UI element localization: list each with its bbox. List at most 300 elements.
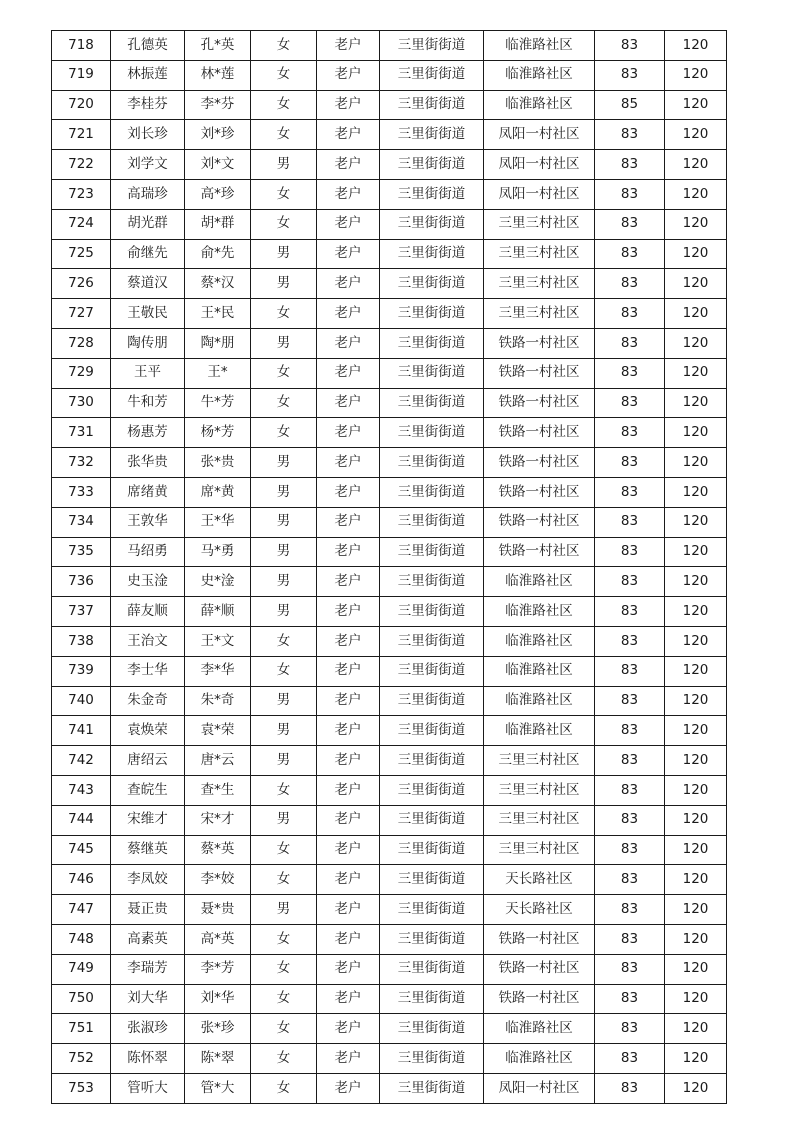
gender-cell: 女 [251, 179, 317, 209]
full-name-cell: 俞继先 [111, 239, 185, 269]
amount-cell: 120 [665, 120, 727, 150]
street-office-cell: 三里街街道 [380, 507, 484, 537]
street-office-cell: 三里街街道 [380, 1073, 484, 1103]
gender-cell: 女 [251, 775, 317, 805]
serial-number-cell: 739 [52, 656, 111, 686]
serial-number-cell: 730 [52, 388, 111, 418]
masked-name-cell: 张*珍 [185, 1014, 251, 1044]
masked-name-cell: 史*淦 [185, 567, 251, 597]
masked-name-cell: 杨*芳 [185, 418, 251, 448]
serial-number-cell: 733 [52, 477, 111, 507]
amount-cell: 120 [665, 775, 727, 805]
age-cell: 83 [595, 805, 665, 835]
household-type-cell: 老户 [317, 60, 380, 90]
street-office-cell: 三里街街道 [380, 597, 484, 627]
community-cell: 三里三村社区 [484, 746, 595, 776]
street-office-cell: 三里街街道 [380, 865, 484, 895]
serial-number-cell: 729 [52, 358, 111, 388]
community-cell: 铁路一村社区 [484, 954, 595, 984]
amount-cell: 120 [665, 448, 727, 478]
amount-cell: 120 [665, 299, 727, 329]
community-cell: 铁路一村社区 [484, 448, 595, 478]
amount-cell: 120 [665, 597, 727, 627]
community-cell: 临淮路社区 [484, 31, 595, 61]
full-name-cell: 李凤姣 [111, 865, 185, 895]
age-cell: 83 [595, 1014, 665, 1044]
masked-name-cell: 王*华 [185, 507, 251, 537]
table-row [52, 150, 727, 180]
masked-name-cell: 唐*云 [185, 746, 251, 776]
table-row [52, 746, 727, 776]
household-type-cell: 老户 [317, 209, 380, 239]
street-office-cell: 三里街街道 [380, 477, 484, 507]
amount-cell: 120 [665, 656, 727, 686]
full-name-cell: 高素英 [111, 924, 185, 954]
table-row [52, 1073, 727, 1103]
full-name-cell: 林振莲 [111, 60, 185, 90]
table-row [52, 895, 727, 925]
gender-cell: 女 [251, 835, 317, 865]
community-cell: 三里三村社区 [484, 805, 595, 835]
masked-name-cell: 陶*朋 [185, 328, 251, 358]
age-cell: 85 [595, 90, 665, 120]
serial-number-cell: 740 [52, 686, 111, 716]
household-type-cell: 老户 [317, 1014, 380, 1044]
full-name-cell: 李瑞芳 [111, 954, 185, 984]
full-name-cell: 孔德英 [111, 31, 185, 61]
age-cell: 83 [595, 150, 665, 180]
gender-cell: 男 [251, 805, 317, 835]
serial-number-cell: 727 [52, 299, 111, 329]
amount-cell: 120 [665, 746, 727, 776]
age-cell: 83 [595, 597, 665, 627]
table-body [52, 31, 727, 1104]
gender-cell: 女 [251, 209, 317, 239]
masked-name-cell: 朱*奇 [185, 686, 251, 716]
gender-cell: 男 [251, 150, 317, 180]
street-office-cell: 三里街街道 [380, 626, 484, 656]
table-row [52, 1014, 727, 1044]
full-name-cell: 唐绍云 [111, 746, 185, 776]
age-cell: 83 [595, 477, 665, 507]
full-name-cell: 席绪黄 [111, 477, 185, 507]
table-row [52, 567, 727, 597]
serial-number-cell: 746 [52, 865, 111, 895]
age-cell: 83 [595, 1073, 665, 1103]
gender-cell: 男 [251, 448, 317, 478]
serial-number-cell: 720 [52, 90, 111, 120]
street-office-cell: 三里街街道 [380, 239, 484, 269]
full-name-cell: 聂正贵 [111, 895, 185, 925]
street-office-cell: 三里街街道 [380, 328, 484, 358]
amount-cell: 120 [665, 239, 727, 269]
serial-number-cell: 728 [52, 328, 111, 358]
amount-cell: 120 [665, 209, 727, 239]
gender-cell: 女 [251, 358, 317, 388]
amount-cell: 120 [665, 150, 727, 180]
age-cell: 83 [595, 31, 665, 61]
full-name-cell: 史玉淦 [111, 567, 185, 597]
full-name-cell: 张淑珍 [111, 1014, 185, 1044]
full-name-cell: 张华贵 [111, 448, 185, 478]
full-name-cell: 刘大华 [111, 984, 185, 1014]
household-type-cell: 老户 [317, 805, 380, 835]
household-type-cell: 老户 [317, 924, 380, 954]
full-name-cell: 牛和芳 [111, 388, 185, 418]
serial-number-cell: 726 [52, 269, 111, 299]
serial-number-cell: 723 [52, 179, 111, 209]
gender-cell: 女 [251, 388, 317, 418]
age-cell: 83 [595, 1044, 665, 1074]
serial-number-cell: 743 [52, 775, 111, 805]
table-row [52, 716, 727, 746]
serial-number-cell: 725 [52, 239, 111, 269]
household-type-cell: 老户 [317, 656, 380, 686]
household-type-cell: 老户 [317, 448, 380, 478]
street-office-cell: 三里街街道 [380, 150, 484, 180]
gender-cell: 女 [251, 865, 317, 895]
community-cell: 临淮路社区 [484, 60, 595, 90]
age-cell: 83 [595, 716, 665, 746]
table-row [52, 477, 727, 507]
community-cell: 铁路一村社区 [484, 418, 595, 448]
community-cell: 铁路一村社区 [484, 984, 595, 1014]
street-office-cell: 三里街街道 [380, 895, 484, 925]
household-type-cell: 老户 [317, 299, 380, 329]
table-row [52, 597, 727, 627]
age-cell: 83 [595, 686, 665, 716]
serial-number-cell: 747 [52, 895, 111, 925]
street-office-cell: 三里街街道 [380, 1044, 484, 1074]
full-name-cell: 王治文 [111, 626, 185, 656]
street-office-cell: 三里街街道 [380, 984, 484, 1014]
records-table [51, 30, 727, 1104]
household-type-cell: 老户 [317, 954, 380, 984]
gender-cell: 女 [251, 1014, 317, 1044]
table-row [52, 60, 727, 90]
full-name-cell: 管听大 [111, 1073, 185, 1103]
gender-cell: 女 [251, 954, 317, 984]
street-office-cell: 三里街街道 [380, 179, 484, 209]
age-cell: 83 [595, 537, 665, 567]
community-cell: 临淮路社区 [484, 1014, 595, 1044]
serial-number-cell: 722 [52, 150, 111, 180]
gender-cell: 男 [251, 716, 317, 746]
gender-cell: 女 [251, 1044, 317, 1074]
community-cell: 凤阳一村社区 [484, 120, 595, 150]
table-row [52, 358, 727, 388]
amount-cell: 120 [665, 1073, 727, 1103]
street-office-cell: 三里街街道 [380, 31, 484, 61]
full-name-cell: 王平 [111, 358, 185, 388]
serial-number-cell: 735 [52, 537, 111, 567]
serial-number-cell: 752 [52, 1044, 111, 1074]
community-cell: 铁路一村社区 [484, 328, 595, 358]
full-name-cell: 宋维才 [111, 805, 185, 835]
serial-number-cell: 744 [52, 805, 111, 835]
table-row [52, 179, 727, 209]
community-cell: 临淮路社区 [484, 716, 595, 746]
age-cell: 83 [595, 895, 665, 925]
serial-number-cell: 738 [52, 626, 111, 656]
table-row [52, 239, 727, 269]
street-office-cell: 三里街街道 [380, 954, 484, 984]
gender-cell: 女 [251, 90, 317, 120]
street-office-cell: 三里街街道 [380, 60, 484, 90]
table-row [52, 656, 727, 686]
household-type-cell: 老户 [317, 150, 380, 180]
serial-number-cell: 742 [52, 746, 111, 776]
masked-name-cell: 牛*芳 [185, 388, 251, 418]
table-row [52, 328, 727, 358]
street-office-cell: 三里街街道 [380, 388, 484, 418]
masked-name-cell: 俞*先 [185, 239, 251, 269]
street-office-cell: 三里街街道 [380, 567, 484, 597]
serial-number-cell: 745 [52, 835, 111, 865]
serial-number-cell: 737 [52, 597, 111, 627]
age-cell: 83 [595, 209, 665, 239]
community-cell: 天长路社区 [484, 865, 595, 895]
household-type-cell: 老户 [317, 179, 380, 209]
gender-cell: 女 [251, 626, 317, 656]
table-row [52, 924, 727, 954]
amount-cell: 120 [665, 954, 727, 984]
gender-cell: 男 [251, 269, 317, 299]
masked-name-cell: 席*黄 [185, 477, 251, 507]
gender-cell: 男 [251, 746, 317, 776]
full-name-cell: 陶传朋 [111, 328, 185, 358]
serial-number-cell: 741 [52, 716, 111, 746]
household-type-cell: 老户 [317, 984, 380, 1014]
masked-name-cell: 马*勇 [185, 537, 251, 567]
serial-number-cell: 748 [52, 924, 111, 954]
masked-name-cell: 蔡*英 [185, 835, 251, 865]
community-cell: 三里三村社区 [484, 269, 595, 299]
masked-name-cell: 宋*才 [185, 805, 251, 835]
age-cell: 83 [595, 954, 665, 984]
masked-name-cell: 孔*英 [185, 31, 251, 61]
community-cell: 三里三村社区 [484, 209, 595, 239]
table-row [52, 120, 727, 150]
gender-cell: 女 [251, 418, 317, 448]
serial-number-cell: 736 [52, 567, 111, 597]
masked-name-cell: 王*文 [185, 626, 251, 656]
community-cell: 三里三村社区 [484, 775, 595, 805]
age-cell: 83 [595, 179, 665, 209]
gender-cell: 男 [251, 477, 317, 507]
street-office-cell: 三里街街道 [380, 537, 484, 567]
masked-name-cell: 聂*贵 [185, 895, 251, 925]
amount-cell: 120 [665, 477, 727, 507]
gender-cell: 女 [251, 984, 317, 1014]
community-cell: 天长路社区 [484, 895, 595, 925]
street-office-cell: 三里街街道 [380, 120, 484, 150]
masked-name-cell: 林*莲 [185, 60, 251, 90]
masked-name-cell: 薛*顺 [185, 597, 251, 627]
table-row [52, 626, 727, 656]
masked-name-cell: 陈*翠 [185, 1044, 251, 1074]
serial-number-cell: 731 [52, 418, 111, 448]
street-office-cell: 三里街街道 [380, 90, 484, 120]
community-cell: 铁路一村社区 [484, 388, 595, 418]
full-name-cell: 蔡道汉 [111, 269, 185, 299]
community-cell: 临淮路社区 [484, 1044, 595, 1074]
age-cell: 83 [595, 418, 665, 448]
serial-number-cell: 753 [52, 1073, 111, 1103]
age-cell: 83 [595, 924, 665, 954]
masked-name-cell: 高*珍 [185, 179, 251, 209]
gender-cell: 女 [251, 60, 317, 90]
table-row [52, 388, 727, 418]
gender-cell: 女 [251, 1073, 317, 1103]
age-cell: 83 [595, 835, 665, 865]
household-type-cell: 老户 [317, 716, 380, 746]
table-row [52, 269, 727, 299]
masked-name-cell: 李*芳 [185, 954, 251, 984]
full-name-cell: 王敬民 [111, 299, 185, 329]
street-office-cell: 三里街街道 [380, 924, 484, 954]
full-name-cell: 杨惠芳 [111, 418, 185, 448]
table-row [52, 984, 727, 1014]
household-type-cell: 老户 [317, 239, 380, 269]
community-cell: 铁路一村社区 [484, 477, 595, 507]
household-type-cell: 老户 [317, 477, 380, 507]
gender-cell: 女 [251, 31, 317, 61]
amount-cell: 120 [665, 418, 727, 448]
age-cell: 83 [595, 388, 665, 418]
community-cell: 三里三村社区 [484, 299, 595, 329]
street-office-cell: 三里街街道 [380, 805, 484, 835]
table-row [52, 686, 727, 716]
household-type-cell: 老户 [317, 1073, 380, 1103]
household-type-cell: 老户 [317, 597, 380, 627]
serial-number-cell: 724 [52, 209, 111, 239]
gender-cell: 男 [251, 895, 317, 925]
table-row [52, 90, 727, 120]
community-cell: 凤阳一村社区 [484, 1073, 595, 1103]
community-cell: 临淮路社区 [484, 656, 595, 686]
household-type-cell: 老户 [317, 775, 380, 805]
household-type-cell: 老户 [317, 328, 380, 358]
household-type-cell: 老户 [317, 1044, 380, 1074]
household-type-cell: 老户 [317, 418, 380, 448]
street-office-cell: 三里街街道 [380, 746, 484, 776]
household-type-cell: 老户 [317, 537, 380, 567]
masked-name-cell: 刘*华 [185, 984, 251, 1014]
table-row [52, 537, 727, 567]
age-cell: 83 [595, 656, 665, 686]
age-cell: 83 [595, 507, 665, 537]
table-row [52, 418, 727, 448]
gender-cell: 女 [251, 924, 317, 954]
community-cell: 临淮路社区 [484, 686, 595, 716]
age-cell: 83 [595, 626, 665, 656]
serial-number-cell: 721 [52, 120, 111, 150]
amount-cell: 120 [665, 269, 727, 299]
age-cell: 83 [595, 865, 665, 895]
amount-cell: 120 [665, 60, 727, 90]
gender-cell: 男 [251, 239, 317, 269]
gender-cell: 男 [251, 567, 317, 597]
community-cell: 临淮路社区 [484, 90, 595, 120]
masked-name-cell: 王* [185, 358, 251, 388]
household-type-cell: 老户 [317, 388, 380, 418]
full-name-cell: 刘长珍 [111, 120, 185, 150]
community-cell: 临淮路社区 [484, 567, 595, 597]
amount-cell: 120 [665, 626, 727, 656]
masked-name-cell: 李*姣 [185, 865, 251, 895]
age-cell: 83 [595, 984, 665, 1014]
table-row [52, 448, 727, 478]
full-name-cell: 胡光群 [111, 209, 185, 239]
age-cell: 83 [595, 239, 665, 269]
serial-number-cell: 719 [52, 60, 111, 90]
household-type-cell: 老户 [317, 269, 380, 299]
community-cell: 铁路一村社区 [484, 507, 595, 537]
amount-cell: 120 [665, 716, 727, 746]
age-cell: 83 [595, 448, 665, 478]
age-cell: 83 [595, 328, 665, 358]
street-office-cell: 三里街街道 [380, 269, 484, 299]
full-name-cell: 刘学文 [111, 150, 185, 180]
community-cell: 凤阳一村社区 [484, 179, 595, 209]
amount-cell: 120 [665, 537, 727, 567]
serial-number-cell: 751 [52, 1014, 111, 1044]
community-cell: 铁路一村社区 [484, 924, 595, 954]
table-row [52, 507, 727, 537]
table-row [52, 835, 727, 865]
serial-number-cell: 734 [52, 507, 111, 537]
masked-name-cell: 袁*荣 [185, 716, 251, 746]
community-cell: 铁路一村社区 [484, 537, 595, 567]
masked-name-cell: 管*大 [185, 1073, 251, 1103]
amount-cell: 120 [665, 1044, 727, 1074]
amount-cell: 120 [665, 328, 727, 358]
serial-number-cell: 718 [52, 31, 111, 61]
street-office-cell: 三里街街道 [380, 299, 484, 329]
street-office-cell: 三里街街道 [380, 716, 484, 746]
age-cell: 83 [595, 358, 665, 388]
full-name-cell: 高瑞珍 [111, 179, 185, 209]
gender-cell: 女 [251, 120, 317, 150]
household-type-cell: 老户 [317, 120, 380, 150]
full-name-cell: 薛友顺 [111, 597, 185, 627]
street-office-cell: 三里街街道 [380, 418, 484, 448]
age-cell: 83 [595, 269, 665, 299]
masked-name-cell: 高*英 [185, 924, 251, 954]
street-office-cell: 三里街街道 [380, 1014, 484, 1044]
gender-cell: 男 [251, 328, 317, 358]
masked-name-cell: 李*芬 [185, 90, 251, 120]
amount-cell: 120 [665, 835, 727, 865]
gender-cell: 女 [251, 299, 317, 329]
street-office-cell: 三里街街道 [380, 686, 484, 716]
gender-cell: 男 [251, 507, 317, 537]
full-name-cell: 李士华 [111, 656, 185, 686]
masked-name-cell: 张*贵 [185, 448, 251, 478]
amount-cell: 120 [665, 865, 727, 895]
table-row [52, 31, 727, 61]
table-row [52, 299, 727, 329]
age-cell: 83 [595, 60, 665, 90]
masked-name-cell: 刘*珍 [185, 120, 251, 150]
household-type-cell: 老户 [317, 835, 380, 865]
street-office-cell: 三里街街道 [380, 448, 484, 478]
full-name-cell: 马绍勇 [111, 537, 185, 567]
community-cell: 三里三村社区 [484, 239, 595, 269]
street-office-cell: 三里街街道 [380, 775, 484, 805]
amount-cell: 120 [665, 179, 727, 209]
